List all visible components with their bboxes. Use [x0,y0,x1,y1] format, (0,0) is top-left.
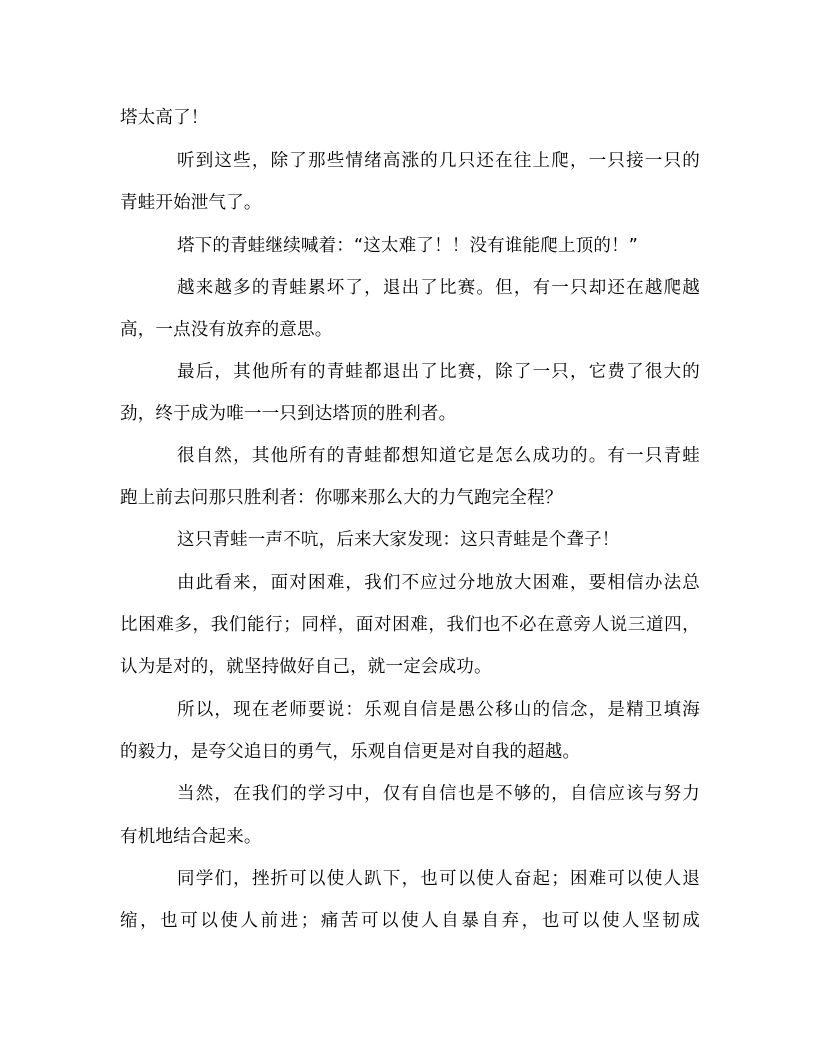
paragraph-first-line: 同学们，挫折可以使人趴下，也可以使人奋起；困难可以使人退 [177,869,700,889]
paragraph-first-line: 最后，其他所有的青蛙都退出了比赛，除了一只，它费了很大的 [177,362,700,382]
text-line: 的毅力，是夸父追日的勇气，乐观自信更是对自我的超越。 [120,742,581,762]
text-line: 跑上前去问那只胜利者：你哪来那么大的力气跑完全程？ [120,488,563,508]
paragraph-first-line: 塔下的青蛙继续喊着：“这太难了！！没有谁能爬上顶的！” [177,236,639,256]
text-line: 青蛙开始泄气了。 [120,193,262,213]
paragraph-first-line: 听到这些，除了那些情绪高涨的几只还在往上爬，一只接一只的 [177,151,700,171]
text-line: 塔太高了！ [120,108,209,128]
paragraph-first-line: 所以，现在老师要说：乐观自信是愚公移山的信念，是精卫填海 [177,700,700,720]
text-line: 有机地结合起来。 [120,827,262,847]
text-line: 比困难多，我们能行；同样，面对困难，我们也不必在意旁人说三道四， [120,615,700,635]
text-line: 高，一点没有放弃的意思。 [120,320,333,340]
paragraph-first-line: 很自然，其他所有的青蛙都想知道它是怎么成功的。有一只青蛙 [177,446,700,466]
paragraph-first-line: 越来越多的青蛙累坏了，退出了比赛。但，有一只却还在越爬越 [177,278,700,298]
text-line: 认为是对的，就坚持做好自己，就一定会成功。 [120,657,492,677]
paragraph-first-line: 这只青蛙一声不吭，后来大家发现：这只青蛙是个聋子！ [177,530,620,550]
paragraph-first-line: 当然，在我们的学习中，仅有自信也是不够的，自信应该与努力 [177,784,700,804]
text-line: 缩，也可以使人前进；痛苦可以使人自暴自弃，也可以使人坚韧成 [120,911,700,931]
text-line: 劲，终于成为唯一一只到达塔顶的胜利者。 [120,404,457,424]
paragraph-first-line: 由此看来，面对困难，我们不应过分地放大困难，要相信办法总 [177,573,700,593]
